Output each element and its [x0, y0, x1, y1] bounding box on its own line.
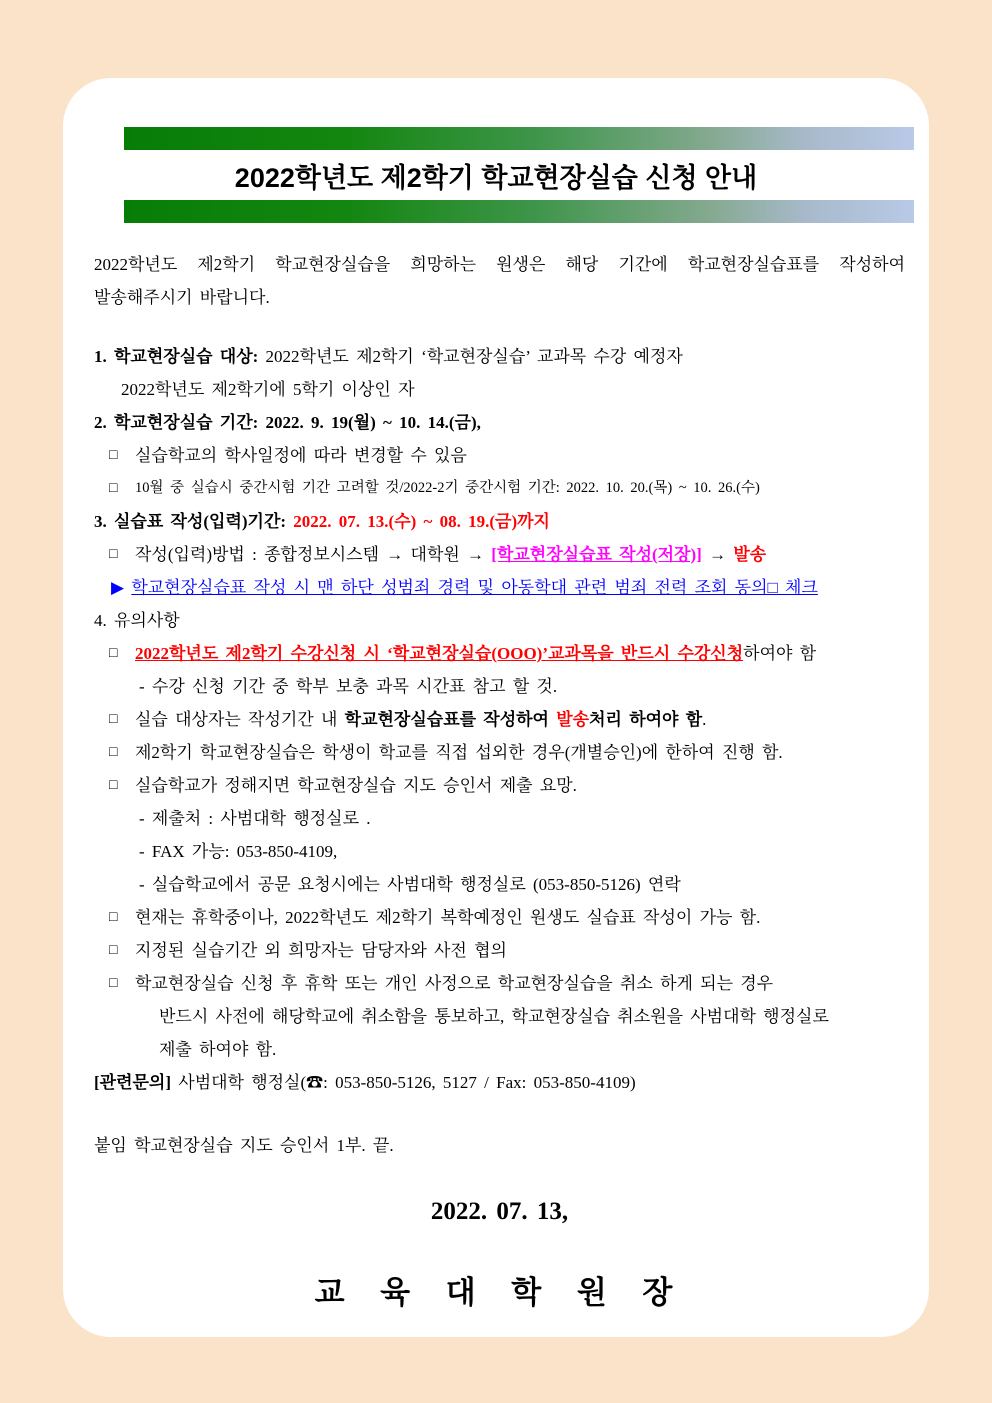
bullet-text: [135, 538, 905, 571]
contact-line: [94, 1066, 905, 1099]
notice-page: [63, 78, 929, 1337]
intro-line-1: 2022학년도 제2학기 학교현장실습을 희망하는 원생은 해당 기간에 학교현장실습표를 작성하여: [94, 255, 905, 274]
section-4-bullet-2: [109, 703, 905, 736]
checkbox-bullet-icon: □: [109, 448, 118, 463]
section-1-subline: 2022학년도 제2학기에 5학기 이상인 자: [121, 380, 415, 399]
section-2-heading: 2. 학교현장실습 기간: 2022. 9. 19(월) ~ 10. 14.(금),: [94, 413, 481, 432]
contact-text: 사범대학 행정실(☎: 053-850-5126, 5127 / Fax: 053-850-4109): [171, 1073, 636, 1092]
signature-title: 교 육 대 학 원 장: [314, 1275, 685, 1310]
section-4-bullet-6: [109, 934, 905, 967]
section-4-bullet-7-cont-2: 제출 하여야 함.: [159, 1040, 277, 1059]
section-3-note: [111, 571, 905, 604]
section-4-bullet-4-sub-2: - FAX 가능: 053-850-4109,: [139, 842, 338, 861]
method-text: 작성(입력)방법 : 종합정보시스템 → 대학원 →: [135, 545, 492, 564]
bullet-text: 실습학교의 학사일정에 따라 변경할 수 있음: [135, 446, 467, 465]
checkbox-bullet-icon: □: [109, 976, 118, 991]
header-bar-top: [124, 127, 914, 150]
header-bar-bottom: [124, 200, 914, 223]
section-3-period-dates: 2022. 07. 13.(수) ~ 08. 19.(금)까지: [293, 512, 550, 531]
section-3-heading: [94, 505, 905, 538]
page-title: 2022학년도 제2학기 학교현장실습 신청 안내: [234, 162, 758, 193]
checkbox-bullet-icon: □: [109, 481, 118, 496]
triangle-bullet-icon: ▶: [111, 578, 125, 597]
bullet-text: 실습학교가 정해지면 학교현장실습 지도 승인서 제출 요망.: [135, 776, 577, 795]
intro-line-2: 발송해주시기 바랍니다.: [94, 288, 270, 307]
section-4-bullet-4: [109, 769, 905, 802]
bullet-text: 학교현장실습 신청 후 휴학 또는 개인 사정으로 학교현장실습을 취소 하게 되는 경우: [135, 974, 774, 993]
bullet-text: [135, 637, 905, 670]
process-emphasis: 처리 하여야 함: [589, 710, 703, 729]
bullet-text: 10월 중 실습시 중간시험 기간 고려할 것/2022-2기 중간시험 기간: 2022. 10. 20.(목) ~ 10. 26.(수): [135, 480, 760, 496]
section-4-bullet-3: [109, 736, 905, 769]
period-text: .: [702, 710, 707, 729]
section-4-bullet-4-sub-3: - 실습학교에서 공문 요청시에는 사범대학 행정실로 (053-850-5126) 연락: [139, 875, 681, 894]
send-emphasis: 발송: [556, 710, 590, 729]
consent-note-link[interactable]: 학교현장실습표 작성 시 맨 하단 성범죄 경력 및 아동학대 관련 범죄 전력 조회 동의□ 체크: [131, 578, 818, 597]
practice-form-link[interactable]: [학교현장실습표 작성(저장)]: [491, 545, 702, 564]
section-4-bullet-5: [109, 901, 905, 934]
checkbox-bullet-icon: □: [109, 943, 118, 958]
section-4-bullet-7-cont-1: 반드시 사전에 해당학교에 취소함을 통보하고, 학교현장실습 취소원을 사범대학 행정실로: [159, 1007, 829, 1026]
checkbox-bullet-icon: □: [109, 778, 118, 793]
section-1-text: 2022학년도 제2학기 ‘학교현장실습’ 교과목 수강 예정자: [258, 347, 683, 366]
attachment-line: 붙임 학교현장실습 지도 승인서 1부. 끝.: [94, 1136, 394, 1155]
section-2-bullet-2: [109, 472, 905, 505]
checkbox-bullet-icon: □: [109, 910, 118, 925]
section-2-bullet-1: [109, 439, 905, 472]
bullet-text: [135, 703, 905, 736]
checkbox-bullet-icon: □: [109, 646, 118, 661]
section-1-heading: [94, 340, 905, 373]
form-emphasis: 학교현장실습표를 작성하여: [344, 710, 557, 729]
checkbox-bullet-icon: □: [109, 745, 118, 760]
bullet-text-rest: 하여야 함: [743, 644, 817, 663]
notice-body: [63, 223, 929, 1316]
course-register-emphasis: 2022학년도 제2학기 수강신청 시 ‘학교현장실습(OOO)’교과목을 반드시 수강신청: [135, 644, 744, 663]
bullet-text: 제2학기 학교현장실습은 학생이 학교를 직접 섭외한 경우(개별승인)에 한하여 진행 함.: [135, 743, 783, 762]
send-emphasis: 발송: [733, 545, 767, 564]
bullet-text-pre: 실습 대상자는 작성기간 내: [135, 710, 345, 729]
section-4-heading: 4. 유의사항: [94, 611, 180, 630]
section-1-label: 1. 학교현장실습 대상:: [94, 347, 259, 366]
checkbox-bullet-icon: □: [109, 712, 118, 727]
section-4-bullet-4-sub-1: - 제출처 : 사범대학 행정실로 .: [139, 809, 371, 828]
arrow-text: →: [701, 545, 734, 564]
issue-date: 2022. 07. 13,: [430, 1198, 569, 1225]
section-3-bullet-1: [109, 538, 905, 571]
section-4-bullet-1-sub: - 수강 신청 기간 중 학부 보충 과목 시간표 참고 할 것.: [139, 677, 558, 696]
bullet-text: 지정된 실습기간 외 희망자는 담당자와 사전 협의: [135, 941, 507, 960]
contact-label: [관련문의]: [94, 1073, 172, 1092]
checkbox-bullet-icon: □: [109, 547, 118, 562]
section-4-bullet-1: [109, 637, 905, 670]
bullet-text: 현재는 휴학중이나, 2022학년도 제2학기 복학예정인 원생도 실습표 작성이 가능 함.: [135, 908, 761, 927]
section-4-bullet-7: [109, 967, 905, 1000]
section-3-label: 3. 실습표 작성(입력)기간:: [94, 512, 294, 531]
